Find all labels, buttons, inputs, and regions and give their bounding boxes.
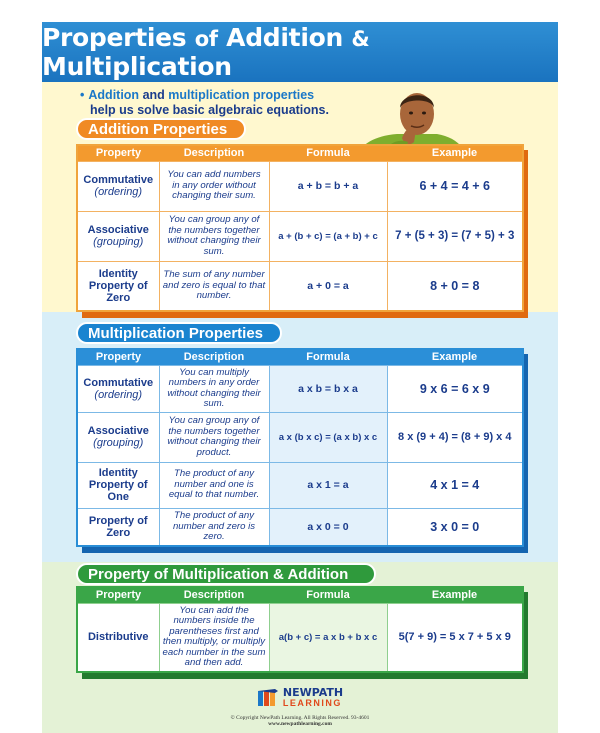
property-formula: a x 1 = a [269,462,387,508]
property-description: You can group any of the numbers together without changing their sum. [159,211,269,261]
property-formula: a + 0 = a [269,261,387,311]
addition-section-label: Addition Properties [76,118,246,140]
property-example: 9 x 6 = 6 x 9 [387,365,523,412]
table-row [77,412,523,462]
table-row [77,261,523,311]
property-name: Identity Property of One [77,462,159,508]
property-name: Distributive [77,603,159,672]
property-name: Associative (grouping) [77,412,159,462]
book-logo-icon [257,689,279,707]
page-title: Properties of Addition & Multiplication [42,23,370,81]
distributive-table [76,586,522,673]
header-formula: Formula [269,587,387,603]
property-example: 8 x (9 + 4) = (8 + 9) x 4 [387,412,523,462]
property-formula: a + (b + c) = (a + b) + c [269,211,387,261]
property-example: 8 + 0 = 8 [387,261,523,311]
header-description: Description [159,145,269,161]
property-example: 6 + 4 = 4 + 6 [387,161,523,211]
newpath-logo: NEWPATH LEARNING [257,688,343,708]
header-example: Example [387,349,523,365]
property-description: The product of any number and zero is zero. [159,508,269,546]
table-row [77,603,523,672]
copyright-text: © Copyright NewPath Learning. All Rights Reserved. 93-4601 [230,715,370,721]
intro-text: • Addition and multiplication properties help us solve basic algebraic equations. [80,88,329,117]
table-row [77,211,523,261]
header-description: Description [159,349,269,365]
header-example: Example [387,587,523,603]
header-formula: Formula [269,349,387,365]
website-link[interactable]: www.newpathlearning.com [268,721,332,727]
property-description: You can add numbers in any order without changing their sum. [159,161,269,211]
property-formula: a(b + c) = a x b + b x c [269,603,387,672]
header-property: Property [77,145,159,161]
property-example: 3 x 0 = 0 [387,508,523,546]
property-name: Associative (grouping) [77,211,159,261]
addition-table [76,144,522,312]
header-property: Property [77,587,159,603]
property-description: The product of any number and one is equal to that number. [159,462,269,508]
property-name: Identity Property of Zero [77,261,159,311]
bullet-icon: • [80,88,85,102]
poster [42,22,558,733]
header-formula: Formula [269,145,387,161]
property-formula: a x b = b x a [269,365,387,412]
property-name: Property of Zero [77,508,159,546]
property-description: The sum of any number and zero is equal to that number. [159,261,269,311]
table-row [77,462,523,508]
property-example: 7 + (5 + 3) = (7 + 5) + 3 [387,211,523,261]
table-row [77,365,523,412]
table-header-row [77,145,523,161]
header-example: Example [387,145,523,161]
header-property: Property [77,349,159,365]
property-formula: a x 0 = 0 [269,508,387,546]
property-example: 5(7 + 9) = 5 x 7 + 5 x 9 [387,603,523,672]
title-bar [42,22,558,82]
multiplication-table [76,348,522,547]
property-example: 4 x 1 = 4 [387,462,523,508]
table-header-row [77,349,523,365]
property-description: You can add the numbers inside the parentheses first and then multiply, or multiply each number in the sum and then add. [159,603,269,672]
table-row [77,161,523,211]
table-row [77,508,523,546]
property-description: You can group any of the numbers together without changing their product. [159,412,269,462]
property-description: You can multiply numbers in any order without changing their sum. [159,365,269,412]
header-description: Description [159,587,269,603]
multiplication-section-label: Multiplication Properties [76,322,282,344]
property-name: Commutative (ordering) [77,161,159,211]
footer [42,688,558,727]
property-name: Commutative (ordering) [77,365,159,412]
distributive-section-label: Property of Multiplication & Addition [76,563,376,585]
property-formula: a x (b x c) = (a x b) x c [269,412,387,462]
table-header-row [77,587,523,603]
property-formula: a + b = b + a [269,161,387,211]
